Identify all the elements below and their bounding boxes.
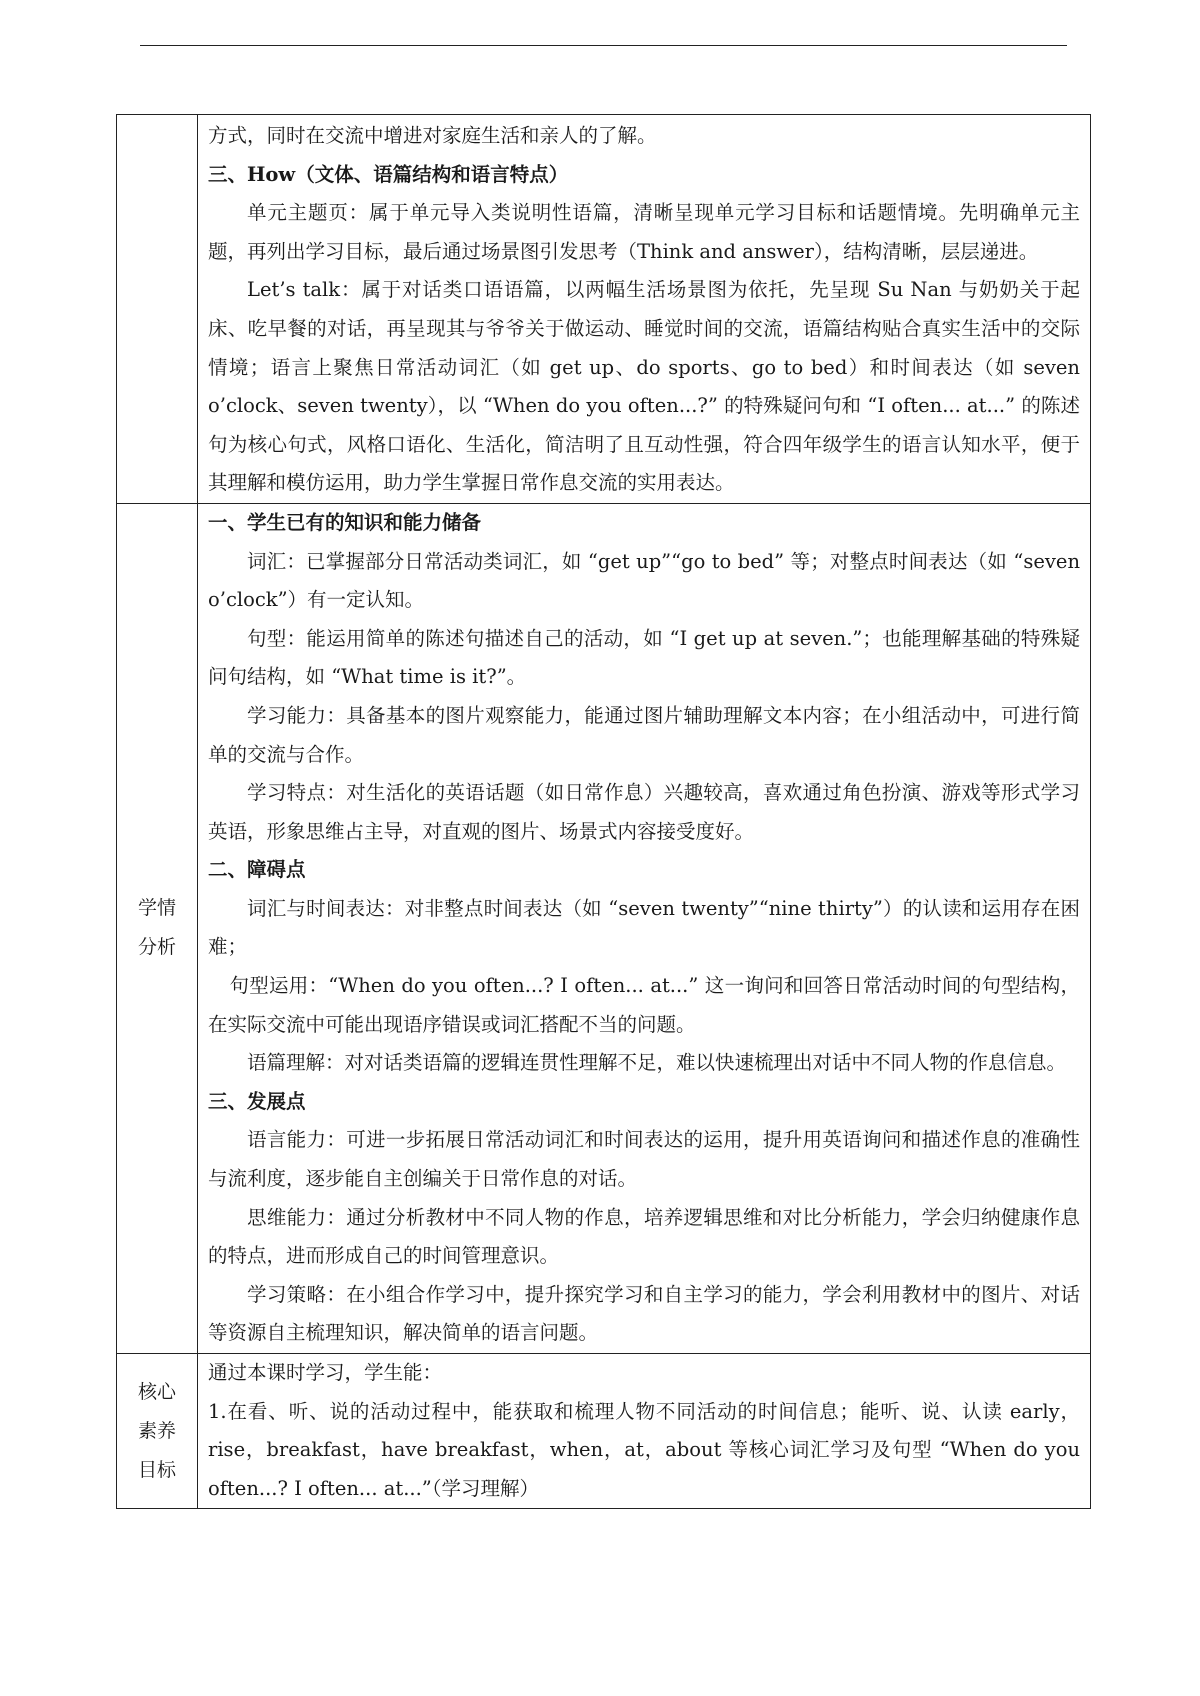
header-rule bbox=[140, 45, 1067, 46]
row-label-empty bbox=[117, 115, 198, 504]
paragraph: Let’s talk：属于对话类口语语篇，以两幅生活场景图为依托，先呈现 Su Nan 与奶奶关于起床、吃早餐的对话，再呈现其与爷爷关于做运动、睡觉时间的交流，语篇结构贴合真实生活中的交际情境；语言上聚焦日常活动词汇（如 get up、do sports、go to bed）和时间表达（如 seven o’clock、seven twenty），以 “When do you often...?” 的特殊疑问句和 “I often... at...” 的陈述句为核心句式，风格口语化、生活化，简洁明了且互动性强，符合四年级学生的语言认知水平，便于其理解和模仿运用，助力学生掌握日常作息交流的实用表达。 bbox=[208, 278, 1080, 495]
table-row-core-goals bbox=[117, 1354, 1091, 1509]
lesson-plan-table bbox=[116, 114, 1091, 1509]
student-analysis-content bbox=[198, 503, 1091, 1353]
paragraph: 语篇理解：对对话类语篇的逻辑连贯性理解不足，难以快速梳理出对话中不同人物的作息信息。 bbox=[247, 1051, 1067, 1075]
section-heading: 三、How（文体、语篇结构和语言特点） bbox=[208, 162, 569, 186]
core-goals-content bbox=[198, 1354, 1091, 1509]
section-heading: 二、障碍点 bbox=[208, 858, 306, 882]
table-row-student-analysis bbox=[117, 503, 1091, 1353]
label-line: 目标 bbox=[137, 1458, 176, 1481]
paragraph: 语言能力：可进一步拓展日常活动词汇和时间表达的运用，提升用英语询问和描述作息的准确性与流利度，逐步能自主创编关于日常作息的对话。 bbox=[208, 1128, 1080, 1191]
section-heading: 一、学生已有的知识和能力储备 bbox=[208, 510, 482, 534]
text-analysis-content bbox=[198, 115, 1091, 504]
row-label-core-goals bbox=[117, 1354, 198, 1509]
section-heading: 三、发展点 bbox=[208, 1089, 306, 1113]
paragraph: 词汇与时间表达：对非整点时间表达（如 “seven twenty”“nine thirty”）的认读和运用存在困难； bbox=[208, 896, 1080, 959]
label-line: 学情 bbox=[137, 897, 176, 920]
paragraph: 句型：能运用简单的陈述句描述自己的活动，如 “I get up at seven.”；也能理解基础的特殊疑问句结构，如 “What time is it?”。 bbox=[208, 626, 1080, 689]
row-label-student-analysis bbox=[117, 503, 198, 1353]
paragraph: 1.在看、听、说的活动过程中，能获取和梳理人物不同活动的时间信息；能听、说、认读 early，rise，breakfast，have breakfast，when，at，about 等核心词汇学习及句型 “When do you often...? I often... at...”（学习理解） bbox=[208, 1399, 1080, 1500]
label-line: 素养 bbox=[137, 1419, 176, 1442]
paragraph: 方式，同时在交流中增进对家庭生活和亲人的了解。 bbox=[208, 124, 657, 147]
paragraph: 学习能力：具备基本的图片观察能力，能通过图片辅助理解文本内容；在小组活动中，可进行简单的交流与合作。 bbox=[208, 703, 1080, 766]
label-line: 分析 bbox=[137, 936, 176, 959]
paragraph: 学习策略：在小组合作学习中，提升探究学习和自主学习的能力，学会利用教材中的图片、对话等资源自主梳理知识，解决简单的语言问题。 bbox=[208, 1282, 1080, 1345]
paragraph: 学习特点：对生活化的英语话题（如日常作息）兴趣较高，喜欢通过角色扮演、游戏等形式学习英语，形象思维占主导，对直观的图片、场景式内容接受度好。 bbox=[208, 781, 1080, 843]
paragraph: 句型运用：“When do you often...? I often... at...” 这一询问和回答日常活动时间的句型结构，在实际交流中可能出现语序错误或词汇搭配不当的问题。 bbox=[208, 974, 1080, 1036]
label-line: 核心 bbox=[137, 1380, 176, 1403]
table-row-text-analysis bbox=[117, 115, 1091, 504]
paragraph: 思维能力：通过分析教材中不同人物的作息，培养逻辑思维和对比分析能力，学会归纳健康作息的特点，进而形成自己的时间管理意识。 bbox=[208, 1205, 1080, 1268]
paragraph: 词汇：已掌握部分日常活动类词汇，如 “get up”“go to bed” 等；对整点时间表达（如 “seven o’clock”）有一定认知。 bbox=[208, 549, 1080, 612]
paragraph: 单元主题页：属于单元导入类说明性语篇，清晰呈现单元学习目标和话题情境。先明确单元主题，再列出学习目标，最后通过场景图引发思考（Think and answer），结构清晰，层层递进。 bbox=[208, 201, 1080, 263]
paragraph: 通过本课时学习，学生能： bbox=[208, 1361, 443, 1384]
